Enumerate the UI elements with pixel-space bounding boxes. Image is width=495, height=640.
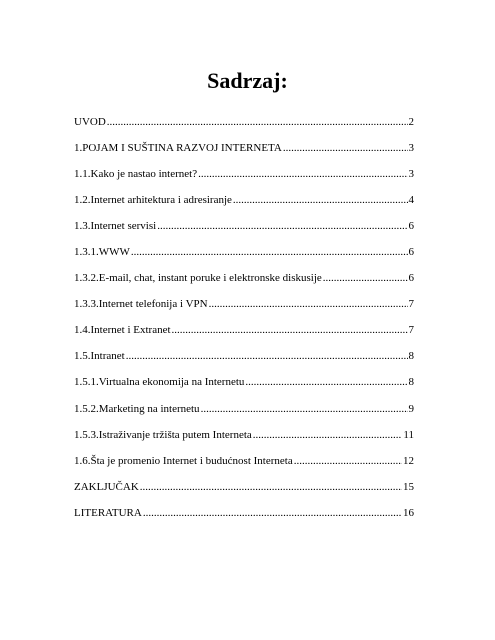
toc-entry[interactable] [74, 346, 414, 372]
toc-dot-leader [126, 346, 408, 366]
toc-entry-label: 1.5.2.Marketing na internetu [74, 402, 200, 415]
toc-entry-page: 7 [408, 324, 414, 337]
toc-entry-page: 16 [403, 506, 414, 519]
toc-entry[interactable] [74, 112, 414, 138]
toc-entry-page: 11 [403, 428, 414, 441]
toc-dot-leader [140, 477, 402, 497]
toc-entry[interactable] [74, 372, 414, 398]
toc-entry-label: 1.5.Intranet [74, 350, 125, 363]
toc-dot-leader [253, 425, 403, 445]
toc-entry[interactable] [74, 164, 414, 190]
toc-entry-page: 2 [408, 116, 414, 128]
toc-entry[interactable] [74, 399, 414, 425]
toc-entry[interactable] [74, 451, 414, 477]
toc-entry-label: ZAKLJUČAK [74, 480, 139, 493]
toc-entry[interactable] [74, 320, 414, 346]
toc-dot-leader [198, 164, 407, 184]
toc-entry-page: 9 [408, 402, 414, 415]
toc-dot-leader [209, 294, 408, 314]
toc-entry-page: 15 [403, 480, 414, 493]
toc-entry[interactable] [74, 294, 414, 320]
toc-dot-leader [201, 399, 408, 419]
toc-entry-page: 6 [408, 246, 414, 259]
toc-entry-label: 1.5.3.Istraživanje tržišta putem Interneta [74, 428, 252, 441]
toc-dot-leader [172, 320, 408, 340]
toc-entry-label: 1.6.Šta je promenio Internet i budućnost Interneta [74, 454, 293, 467]
toc-entry-label: 1.3.2.E-mail, chat, instant poruke i elektronske diskusije [74, 272, 322, 285]
toc-entry-page: 3 [408, 142, 414, 155]
toc-entry-label: UVOD [74, 116, 106, 128]
toc-dot-leader [157, 216, 407, 236]
toc-entry-page: 4 [408, 194, 414, 207]
toc-entry-page: 6 [408, 220, 414, 233]
toc-entry[interactable] [74, 216, 414, 242]
toc-entry-label: 1.3.1.WWW [74, 246, 130, 259]
toc-entry-page: 8 [408, 350, 414, 363]
toc-dot-leader [143, 503, 402, 523]
toc-entry-label: 1.3.3.Internet telefonija i VPN [74, 298, 208, 311]
toc-dot-leader [323, 268, 408, 288]
toc-entry-label: 1.POJAM I SUŠTINA RAZVOJ INTERNETA [74, 142, 282, 155]
toc-dot-leader [131, 242, 408, 262]
toc-entry[interactable] [74, 190, 414, 216]
toc-entry-page: 6 [408, 272, 414, 285]
toc-entry-label: 1.1.Kako je nastao internet? [74, 168, 198, 181]
toc-dot-leader [283, 138, 408, 158]
toc-entry-label: 1.2.Internet arhitektura i adresiranje [74, 194, 232, 207]
toc-entry[interactable] [74, 268, 414, 294]
toc-dot-leader [294, 451, 402, 471]
toc-dot-leader [107, 112, 408, 132]
toc-entry-label: 1.3.Internet servisi [74, 220, 157, 233]
toc-entry-page: 7 [408, 298, 414, 311]
page-title: Sadrzaj: [207, 68, 288, 93]
toc-entry-page: 8 [408, 376, 414, 389]
toc-dot-leader [245, 372, 407, 392]
toc-entry-label: 1.5.1.Virtualna ekonomija na Internetu [74, 376, 245, 389]
toc-dot-leader [233, 190, 408, 210]
toc-entry-page: 12 [403, 454, 414, 467]
toc-entry[interactable] [74, 425, 414, 451]
toc-entry-label: 1.4.Internet i Extranet [74, 324, 171, 337]
toc-entry-label: LITERATURA [74, 506, 142, 519]
toc-entry[interactable] [74, 242, 414, 268]
toc-entry[interactable] [74, 503, 414, 529]
toc-entry[interactable] [74, 138, 414, 164]
toc-entry[interactable] [74, 477, 414, 503]
toc-entry-page: 3 [408, 168, 414, 181]
table-of-contents [74, 112, 414, 529]
